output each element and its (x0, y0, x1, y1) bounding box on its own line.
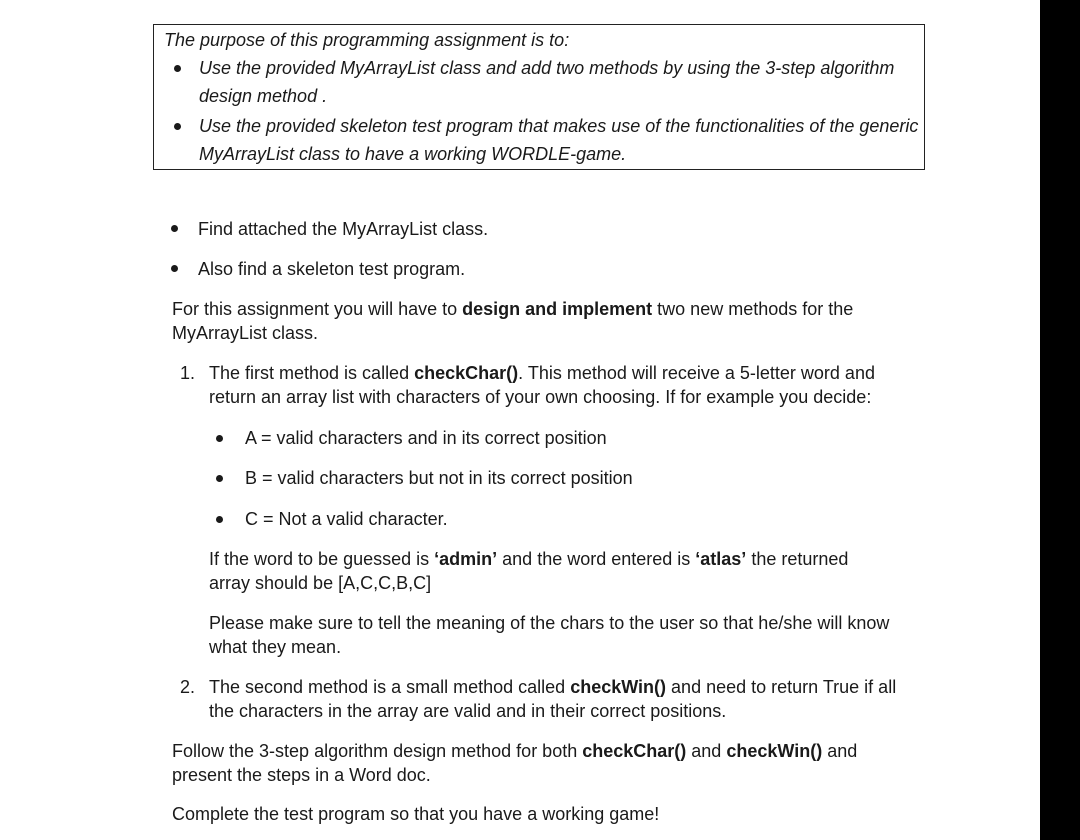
code-b: B = valid characters but not in its correct position (245, 468, 633, 488)
bullet-icon (216, 475, 223, 482)
code-c: C = Not a valid character. (245, 509, 448, 529)
method1-description: The first method is called checkChar(). This method will receive a 5-letter word and return an array list with characters of your own choosing. If for example you decide: (209, 363, 875, 407)
bullet-icon (216, 435, 223, 442)
method2-description: The second method is a small method called checkWin() and need to return True if all the characters in the array are valid and in their correct positions. (209, 677, 897, 721)
purpose-item-1: Use the provided MyArrayList class and add two methods by using the 3-step algorithm design method . (199, 58, 895, 106)
example-paragraph: If the word to be guessed is ‘admin’ and the word entered is ‘atlas’ the returned array should be [A,C,C,B,C] (209, 549, 849, 593)
intro-paragraph: For this assignment you will have to design and implement two new methods for the MyArrayList class. (172, 299, 854, 343)
follow-paragraph: Follow the 3-step algorithm design method for both checkChar() and checkWin() and present the steps in a Word doc. (172, 741, 858, 785)
purpose-item-2: Use the provided skeleton test program that makes use of the functionalities of the generic MyArrayList class to have a working WORDLE-game. (199, 116, 919, 164)
bullet-icon (171, 225, 178, 232)
bullet-icon (174, 65, 181, 72)
bullet-icon (171, 265, 178, 272)
bullet-icon (216, 516, 223, 523)
note-paragraph: Please make sure to tell the meaning of the chars to the user so that he/she will know what they mean. (209, 613, 890, 657)
complete-line: Complete the test program so that you have a working game! (172, 804, 660, 824)
bullet-icon (174, 123, 181, 130)
attachment-item-1: Find attached the MyArrayList class. (198, 219, 489, 239)
list-number-2: 2. (180, 677, 196, 697)
purpose-box (153, 24, 925, 170)
purpose-title: The purpose of this programming assignment is to: (164, 30, 570, 50)
dark-edge (1040, 0, 1080, 840)
attachment-item-2: Also find a skeleton test program. (198, 259, 466, 279)
code-a: A = valid characters and in its correct position (245, 428, 607, 448)
list-number-1: 1. (180, 363, 196, 383)
